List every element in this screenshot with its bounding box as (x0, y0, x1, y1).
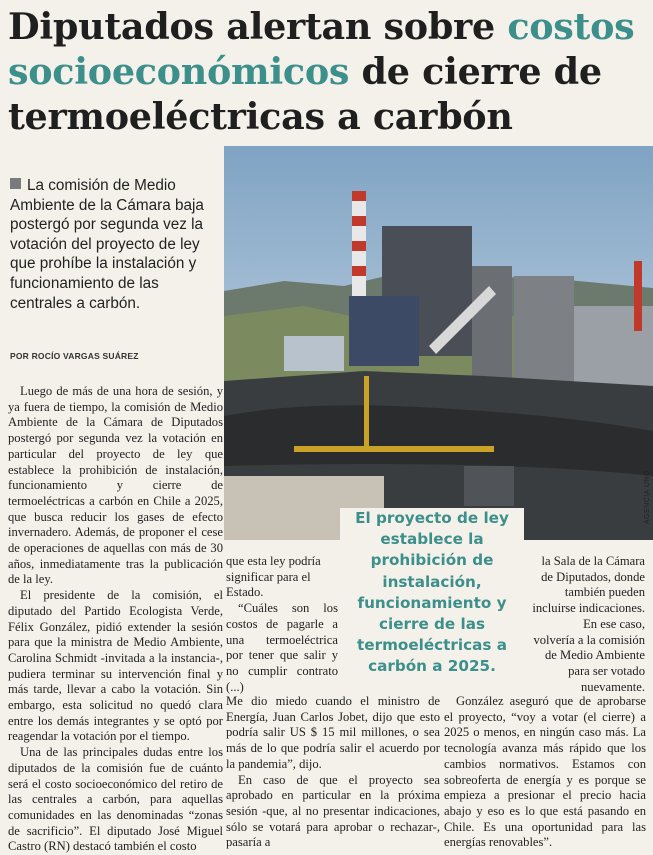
lead-paragraph (10, 176, 210, 313)
headline-part2: de cierre de termoeléctricas a carbón (8, 50, 602, 138)
body-paragraph: Me dio miedo cuando el ministro de Energía, Juan Carlos Jobet, dijo que esto podría salir US $ 15 mil millones, o sea más de lo que podría salir el acuerdo por la pandemia”, dijo. (226, 694, 440, 771)
body-paragraph: En ese caso, volvería a la comisión de Medio Ambiente para ser votado nuevamente. (533, 616, 645, 694)
column-3-bottom (444, 694, 646, 851)
body-paragraph: González aseguró que de aprobarse el proyecto, “voy a votar (el cierre) a 2025 o menos, en ningún caso más. La tecnología avanza más rápido que los cambios normativos. Estamos con sobreoferta de energía y es porque se empieza a presionar el precio hacia abajo y eso es lo que está pasando en Chile. Es una oportunidad para las energías renovables”. (444, 694, 646, 850)
body-paragraph: En caso de que el proyecto sea aprobado en particular en la próxima sesión -que, al no presentar indicaciones, sólo se votará para aprobar o rechazar-, pasaría a (226, 772, 440, 850)
body-paragraph: “Cuáles son los costos de pagarle a una termoeléctrica por tener que salir y no cumplir contrato (...) (226, 601, 338, 694)
body-paragraph: El presidente de la comisión, el diputado del Partido Ecologista Verde, Félix González, pidió extender la sesión para que la ministra de Medio Ambiente, Carolina Schmidt -invitada a la instancia-, pudiera terminar su intervención final y más tarde, llevar a cabo la votación. Sin embargo, esta solicitud no quedó clara entre los demás integrantes y se optó por reagendar la votación por el tiempo. (8, 588, 223, 744)
body-paragraph: que esta ley podría significar para el Estado. (226, 554, 321, 600)
body-paragraph: la Sala de la Cámara de Diputados, donde también pueden incluirse indicaciones. (532, 554, 645, 616)
body-paragraph: Luego de más de una hora de sesión, y ya fuera de tiempo, la comisión de Medio Ambiente de la Cámara de Diputados postergó por segunda vez la votación en particular del proyecto de ley que establece la prohibición de instalación, funcionamiento y cierre de termoeléctricas a carbón en Chile a 2025, que busca reducir los gases de efecto invernadero. Además, de proponer el cese de operaciones de aquellas con más de 30 años, inmediatamente tras la publicación de la ley. (8, 384, 223, 587)
pull-quote: El proyecto de ley establece la prohibición de instalación, funcionamiento y cierre de las termoeléctricas a carbón a 2025. (340, 508, 524, 693)
byline: POR ROCÍO VARGAS SUÁREZ (10, 351, 139, 361)
column-3-top (530, 554, 645, 695)
headline-accent: costos socioeconómicos (8, 5, 635, 93)
lead-text: La comisión de Medio Ambiente de la Cámara baja postergó por segunda vez la votación del proyecto de ley que prohíbe la instalación y funcionamiento de las centrales a carbón. (10, 177, 204, 312)
power-plant-illustration (224, 146, 653, 540)
column-1 (8, 384, 223, 855)
headline (8, 4, 648, 139)
square-bullet-icon (10, 178, 21, 189)
headline-part1: Diputados alertan sobre (8, 5, 508, 48)
photo-credit: AGENCIA UNO (644, 470, 651, 525)
body-paragraph: Una de las principales dudas entre los diputados de la comisión fue de cuánto será el costo socioeconómico del retiro de las centrales a carbón, para aquellas comunidades en las denominadas “zonas de sacrificio”. El diputado José Miguel Castro (RN) destacó también el costo (8, 745, 223, 854)
column-2-bottom (226, 694, 440, 851)
column-2-top (226, 554, 338, 695)
power-plant-photo (224, 146, 653, 540)
